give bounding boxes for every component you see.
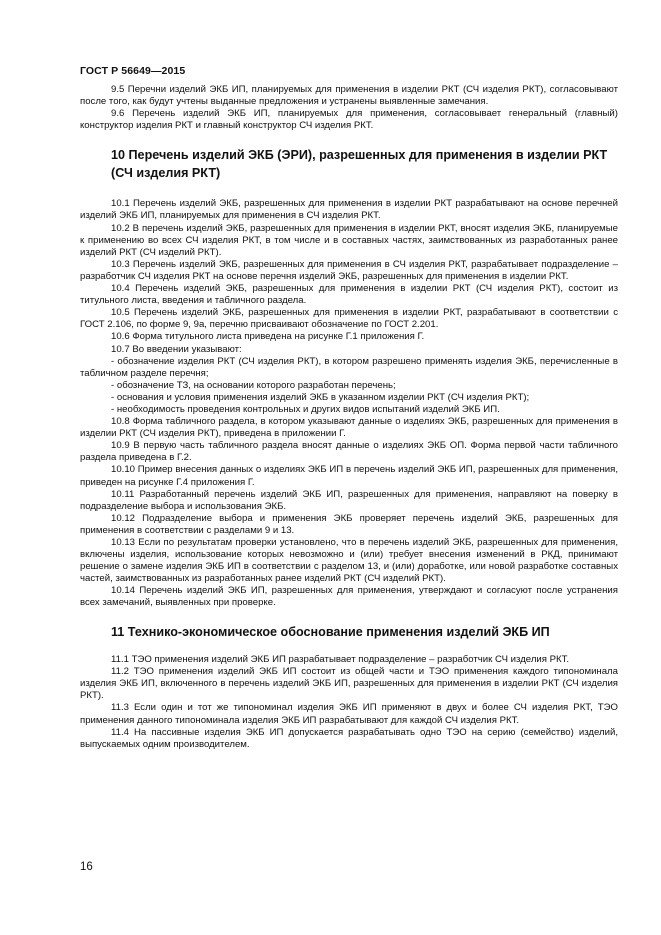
bullet-designation: - обозначение изделия РКТ (СЧ изделия РКТ), в котором разрешено применять изделия ЭКБ, перечисленные в табличном разделе перечня; <box>80 355 618 379</box>
para-10-5: 10.5 Перечень изделий ЭКБ, разрешенных для применения в изделии РКТ, разрабатывают в соответствии с ГОСТ 2.106, по форме 9, 9а, перечню присваивают обозначение по ГОСТ 2.201. <box>80 307 618 331</box>
spacer <box>80 610 618 624</box>
page-number: 16 <box>80 861 93 873</box>
para-10-14: 10.14 Перечень изделий ЭКБ ИП, разрешенных для применения, утверждают и согласуют после устранения всех замечаний, выявленных при проверке. <box>80 585 618 609</box>
section-11-heading: 11 Технико-экономическое обоснование применения изделий ЭКБ ИП <box>111 624 550 639</box>
para-10-10: 10.10 Пример внесения данных о изделиях ЭКБ ИП в перечень изделий ЭКБ ИП, разрешенных для применения, приведен на рисунке Г.4 приложения Г. <box>80 464 618 488</box>
para-9-5: 9.5 Перечни изделий ЭКБ ИП, планируемых для применения в изделии РКТ (СЧ изделия РКТ), согласовывают после того, как будут учтены выданные предложения и устранены выявленные замечания. <box>80 84 618 108</box>
para-10-3: 10.3 Перечень изделий ЭКБ, разрешенных для применения в СЧ изделия РКТ, разрабатывает подразделение – разработчик СЧ изделия РКТ на основе перечня изделий ЭКБ, разрешенных для применения в изделии РКТ. <box>80 258 618 282</box>
bullet-grounds: - основания и условия применения изделий ЭКБ в указанном изделии РКТ (СЧ изделия РКТ); <box>111 391 530 403</box>
para-10-13: 10.13 Если по результатам проверки установлено, что в перечень изделий ЭКБ, разрешенных для применения, включены изделия, использование которых невозможно и (или) требует внесения изменений в РКД, принимают решение о замене изделия ЭКБ ИП в соответствии с разделом 13, и (или) доработке, или новой разработке составных частей, заимствованных из разработанных ранее изделий РКТ (СЧ изделий РКТ). <box>80 537 618 585</box>
spacer <box>80 182 618 198</box>
bullet-tests: - необходимость проведения контрольных и других видов испытаний изделий ЭКБ ИП. <box>111 403 500 415</box>
para-10-4: 10.4 Перечень изделий ЭКБ, разрешенных для применения в изделии РКТ (СЧ изделия РКТ), состоит из титульного листа, введения и табличного раздела. <box>80 283 618 307</box>
spacer <box>80 132 618 147</box>
section-10-heading: 10 Перечень изделий ЭКБ (ЭРИ), разрешенных для применения в изделии РКТ (СЧ изделия РКТ) <box>111 148 608 180</box>
para-10-2: 10.2 В перечень изделий ЭКБ, разрешенных для применения в изделии РКТ, вносят изделия ЭКБ, планируемые к применению во всех СЧ изделия РКТ, в том числе и в составных частях, заимствованных из разработанных ранее изделий РКТ (СЧ изделий РКТ). <box>80 222 618 258</box>
para-10-9: 10.9 В первую часть табличного раздела вносят данные о изделиях ЭКБ ОП. Форма первой части табличного раздела приведена в Г.2. <box>80 440 618 464</box>
para-10-1: 10.1 Перечень изделий ЭКБ, разрешенных для применения в изделии РКТ разрабатывают на основе перечней изделий ЭКБ ИП, планируемых для применения в СЧ изделия РКТ. <box>80 198 618 222</box>
para-10-6: 10.6 Форма титульного листа приведена на рисунке Г.1 приложения Г. <box>111 331 425 343</box>
para-10-7: 10.7 Во введении указывают: <box>111 343 242 355</box>
para-11-2: 11.2 ТЭО применения изделий ЭКБ ИП состоит из общей части и ТЭО применения каждого типономинала изделия ЭКБ ИП, включенного в перечень изделий ЭКБ ИП, разрешенных для применения в изделии РКТ (СЧ изделия РКТ). <box>80 666 618 702</box>
document-header: ГОСТ Р 56649—2015 <box>80 65 186 77</box>
para-11-1: 11.1 ТЭО применения изделий ЭКБ ИП разрабатывает подразделение – разработчик СЧ изделия РКТ. <box>111 654 570 666</box>
spacer <box>80 641 618 654</box>
para-11-3: 11.3 Если один и тот же типономинал изделия ЭКБ ИП применяют в двух и более СЧ изделия РКТ, ТЭО применения данного типономинала изделия ЭКБ ИП разрабатывают для каждой СЧ изделия РКТ. <box>80 702 618 726</box>
bullet-tz: - обозначение ТЗ, на основании которого разработан перечень; <box>111 379 396 391</box>
document-body <box>80 84 618 751</box>
para-9-6: 9.6 Перечень изделий ЭКБ ИП, планируемых для применения, согласовывает генеральный (главный) конструктор изделия РКТ и главный конструктор СЧ изделия РКТ. <box>80 108 618 132</box>
para-10-11: 10.11 Разработанный перечень изделий ЭКБ ИП, разрешенных для применения, направляют на поверку в подразделение выбора и использования ЭКБ. <box>80 488 618 512</box>
para-11-4: 11.4 На пассивные изделия ЭКБ ИП допускается разрабатывать одно ТЭО на серию (семейство) изделий, выпускаемых одним производителем. <box>80 726 618 750</box>
para-10-12: 10.12 Подразделение выбора и применения ЭКБ проверяет перечень изделий ЭКБ, разрешенных для применения в соответствии с разделами 9 и 13. <box>80 512 618 536</box>
para-10-8: 10.8 Форма табличного раздела, в котором указывают данные о изделиях ЭКБ, разрешенных для применения в изделии РКТ (СЧ изделия РКТ), приведена в приложении Г. <box>80 416 618 440</box>
